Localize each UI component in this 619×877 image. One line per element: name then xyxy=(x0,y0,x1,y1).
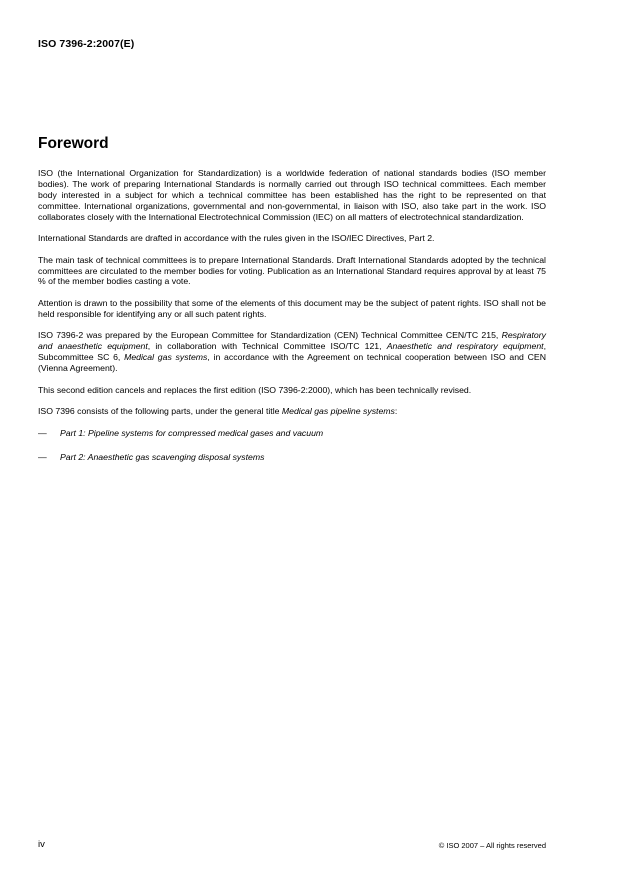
text-segment: , in accordance with the Agreement on technical cooperation between ISO and CEN (Vienna Agreement). xyxy=(38,352,546,374)
text-segment: ISO 7396-2 was prepared by the European Committee for Standardization (CEN) Technical Committee CEN/TC 215, xyxy=(38,330,502,341)
paragraph-patent-rights: Attention is drawn to the possibility that some of the elements of this document may be the subject of patent rights. ISO shall not be held responsible for identifying any or all such patent rights. xyxy=(38,297,546,319)
paragraph-parts-intro xyxy=(38,406,546,417)
em-dash-bullet: — xyxy=(38,452,47,463)
list-item-text: Part 1: Pipeline systems for compressed medical gases and vacuum xyxy=(60,427,324,438)
list-item xyxy=(38,452,546,463)
text-segment: : xyxy=(394,406,398,417)
committee-name-italic: Respiratory and anaesthetic equipment xyxy=(38,330,546,352)
committee-name-italic: Anaesthetic and respiratory equipment xyxy=(386,341,544,352)
paragraph-iso-intro: ISO (the International Organization for Standardization) is a worldwide federation of national standards bodies (ISO member bodies). The work of preparing International Standards is normally carried out through ISO technical committees. Each member body interested in a subject for which a technical committee has been established has the right to be represented on that committee. International organizations, governmental and non-governmental, in liaison with ISO, also take part in the work. ISO collaborates closely with the International Electrotechnical Commission (IEC) on all matters of electrotechnical standardization. xyxy=(38,168,546,222)
text-segment: , in collaboration with Technical Committee ISO/TC 121, xyxy=(147,341,387,352)
foreword-body xyxy=(38,168,546,477)
paragraph-edition: This second edition cancels and replaces the first edition (ISO 7396-2:2000), which has been technically revised. xyxy=(38,384,472,395)
list-item-text: Part 2: Anaesthetic gas scavenging disposal systems xyxy=(60,452,265,463)
general-title-italic: Medical gas pipeline systems xyxy=(281,406,395,417)
document-id: ISO 7396-2:2007(E) xyxy=(38,38,135,50)
subcommittee-name-italic: Medical gas systems xyxy=(124,352,208,363)
copyright-notice: © ISO 2007 – All rights reserved xyxy=(438,841,546,850)
text-segment: ISO 7396 consists of the following parts, under the general title xyxy=(38,406,282,417)
list-item xyxy=(38,428,546,439)
text-segment: , Subcommittee SC 6, xyxy=(38,341,547,363)
page-number: iv xyxy=(38,839,45,850)
paragraph-drafting-rules: International Standards are drafted in accordance with the rules given in the ISO/IEC Directives, Part 2. xyxy=(38,233,435,244)
page-title: Foreword xyxy=(38,135,109,152)
paragraph-committee-task: The main task of technical committees is to prepare International Standards. Draft International Standards adopted by the technical committees are circulated to the member bodies for voting. Publication as an International Standard requires approval by at least 75 % of the member bodies casting a vote. xyxy=(38,254,546,287)
em-dash-bullet: — xyxy=(38,427,47,438)
paragraph-prepared-by xyxy=(38,330,546,374)
